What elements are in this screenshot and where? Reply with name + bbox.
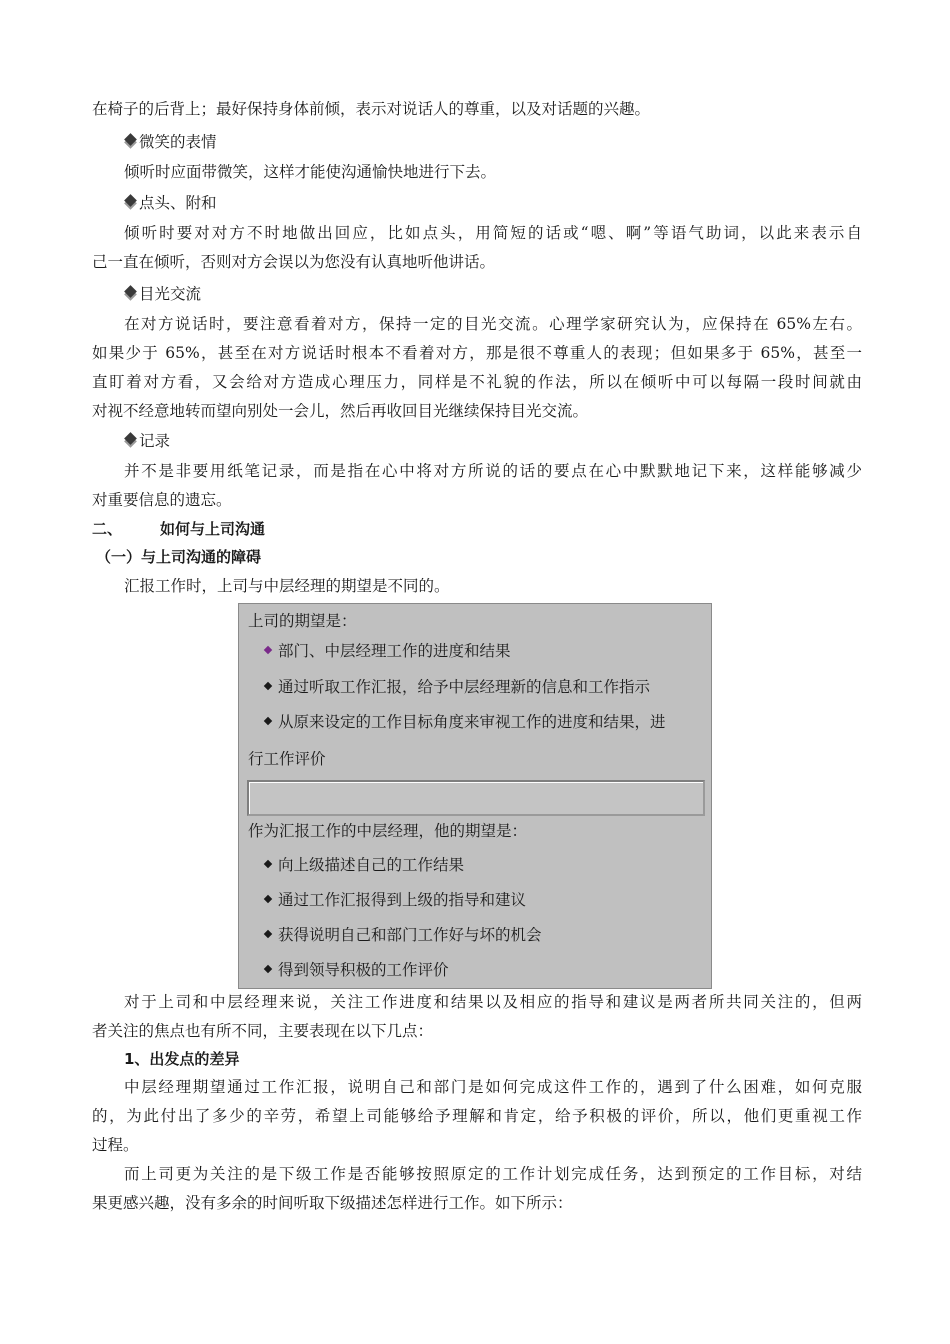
diamond-bullet-icon [124, 432, 138, 448]
list-item-text: 部门、中层经理工作的进度和结果 [278, 642, 511, 660]
diamond-bullet-icon [264, 682, 272, 690]
list-item-text: 通过听取工作汇报，给予中层经理新的信息和工作指示 [278, 678, 651, 696]
list-item [265, 959, 449, 981]
paragraph-line: 在对方说话时，要注意看着对方，保持一定的目光交流。心理学家研究认为，应保持在 65%左右。 [124, 315, 862, 333]
list-heading-record [124, 430, 894, 452]
paragraph-line: 对于上司和中层经理来说，关注工作进度和结果以及相应的指导和建议是两者所共同关注的，但两 [124, 993, 862, 1011]
list-item [265, 854, 464, 876]
list-item [265, 676, 650, 698]
heading-text: 微笑的表情 [139, 133, 217, 151]
expectation-box [238, 603, 712, 989]
paragraph-line: 对视不经意地转而望向别处一会儿，然后再收回目光继续保持目光交流。 [92, 402, 589, 420]
list-heading-eye [124, 283, 894, 305]
paragraph-line: 直盯着对方看，又会给对方造成心理压力，同样是不礼貌的作法，所以在倾听中可以每隔一段时间就由 [92, 373, 862, 391]
list-item-text: 得到领导积极的工作评价 [278, 961, 449, 979]
list-item [265, 924, 542, 946]
paragraph-line: 倾听时要对对方不时地做出回应，比如点头，用简短的话或“嗯、啊”等语气助词，以此来表示自 [124, 224, 862, 242]
list-item [265, 889, 526, 911]
paragraph-line: 如果少于 65%，甚至在对方说话时根本不看着对方，那是很不尊重人的表现；但如果多于 65%，甚至一 [92, 344, 862, 362]
subsection-heading: （一）与上司沟通的障碍 [96, 548, 262, 566]
section-title: 如何与上司沟通 [160, 520, 266, 538]
section-number: 二、 [92, 520, 123, 538]
list-item-text: 通过工作汇报得到上级的指导和建议 [278, 891, 527, 909]
paragraph-line: 汇报工作时，上司与中层经理的期望是不同的。 [124, 577, 450, 595]
diamond-bullet-icon [124, 285, 138, 301]
paragraph-line: 果更感兴趣，没有多余的时间听取下级描述怎样进行工作。如下所示： [92, 1194, 573, 1212]
list-item [265, 640, 511, 662]
empty-separator-field [247, 780, 705, 816]
point-heading: 1、出发点的差异 [124, 1050, 240, 1068]
diamond-bullet-icon [264, 860, 272, 868]
paragraph-line: 并不是非要用纸笔记录，而是指在心中将对方所说的话的要点在心中默默地记下来，这样能够减少 [124, 462, 862, 480]
paragraph-line: 己一直在倾听，否则对方会误以为您没有认真地听他讲话。 [92, 253, 496, 271]
diamond-bullet-icon [264, 646, 272, 654]
paragraph-line: 过程。 [92, 1136, 139, 1154]
list-heading-smile [124, 131, 894, 153]
paragraph-line: 的，为此付出了多少的辛劳，希望上司能够给予理解和肯定，给予积极的评价，所以，他们更重视工作 [92, 1107, 862, 1125]
paragraph-line: 在椅子的后背上；最好保持身体前倾，表示对说话人的尊重，以及对话题的兴趣。 [92, 100, 651, 118]
list-item-text: 向上级描述自己的工作结果 [278, 856, 465, 874]
paragraph-line: 倾听时应面带微笑，这样才能使沟通愉快地进行下去。 [124, 163, 497, 181]
diamond-bullet-icon [264, 717, 272, 725]
section-heading [92, 518, 862, 540]
diamond-bullet-icon [264, 930, 272, 938]
heading-text: 记录 [139, 432, 171, 450]
paragraph-line: 中层经理期望通过工作汇报，说明自己和部门是如何完成这件工作的，遇到了什么困难，如何克服 [124, 1078, 862, 1096]
list-heading-nod [124, 192, 894, 214]
list-item [265, 711, 666, 733]
diamond-bullet-icon [264, 965, 272, 973]
list-item-continuation: 行工作评价 [248, 750, 326, 768]
paragraph-line: 者关注的焦点也有所不同，主要表现在以下几点： [92, 1022, 434, 1040]
diamond-bullet-icon [124, 133, 138, 149]
list-item-text: 从原来设定的工作目标角度来审视工作的进度和结果，进 [278, 713, 666, 731]
heading-text: 点头、附和 [139, 194, 217, 212]
manager-expectation-title: 作为汇报工作的中层经理，他的期望是： [248, 822, 528, 840]
list-item-text: 获得说明自己和部门工作好与坏的机会 [278, 926, 542, 944]
diamond-bullet-icon [124, 194, 138, 210]
paragraph-line: 而上司更为关注的是下级工作是否能够按照原定的工作计划完成任务，达到预定的工作目标，对结 [124, 1165, 862, 1183]
paragraph-line: 对重要信息的遗忘。 [92, 491, 232, 509]
heading-text: 目光交流 [139, 285, 202, 303]
diamond-bullet-icon [264, 895, 272, 903]
boss-expectation-title: 上司的期望是： [248, 612, 357, 630]
